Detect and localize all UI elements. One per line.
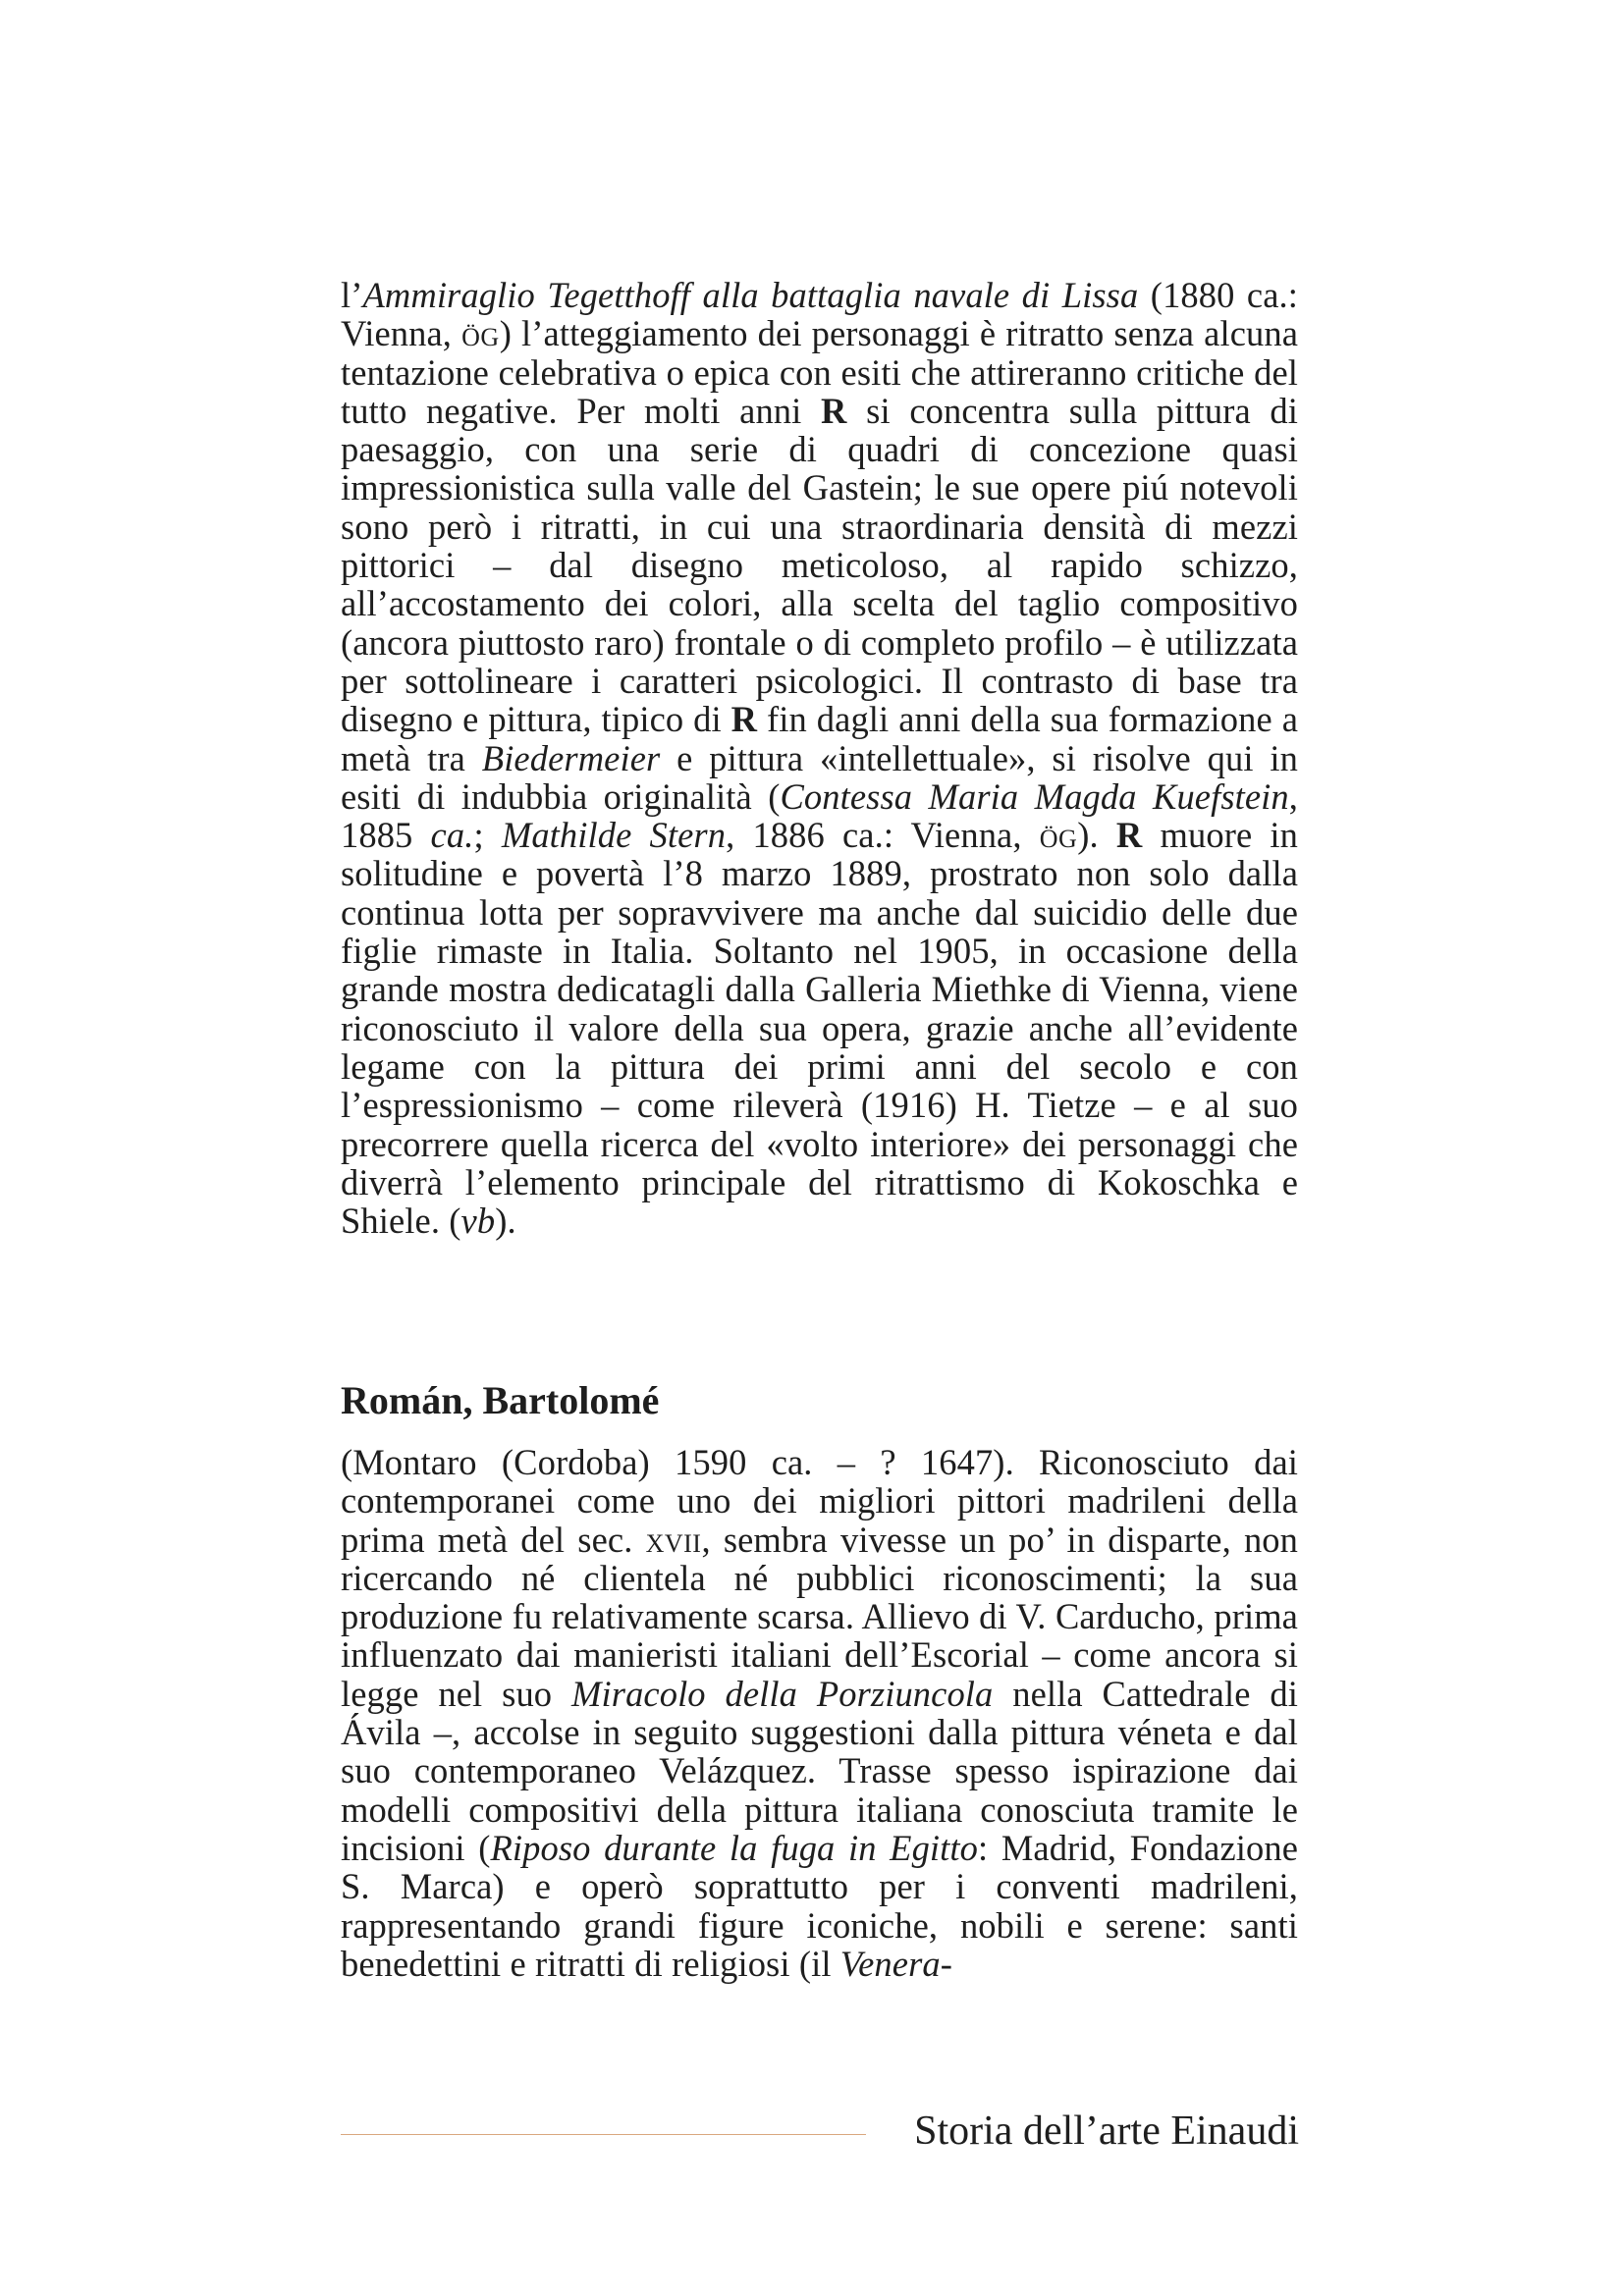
footer-title: Storia dell’arte Einaudi [914, 2109, 1299, 2154]
italic-run: Mathilde Stern [501, 815, 727, 856]
bold-run: R [1115, 815, 1143, 856]
bold-run: R [730, 699, 758, 740]
small-caps-run: xvii [645, 1519, 702, 1560]
text-run: ). [1077, 815, 1116, 856]
text-run: ). [495, 1201, 516, 1242]
text-run: fin dagli anni della sua formazione a metà tra [341, 699, 1298, 778]
text-run: , 1886 ca.: Vienna, [726, 815, 1040, 856]
entry-title: Román, Bartolomé [341, 1378, 660, 1422]
text-run: l’ [341, 275, 363, 315]
text-run: (Montaro (Cordoba) 1590 ca. – ? 1647). Riconosciuto dai contemporanei come uno dei migliori pittori madrileni della prima metà del sec. [341, 1442, 1298, 1560]
text-run: si concentra sulla pittura di paesaggio, con una serie di quadri di concezione quasi impressionistica sulla valle del Gastein; le sue opere piú notevoli sono però i ritratti, in cui una straordinaria densità di mezzi pittorici – dal disegno meticoloso, al rapido schizzo, all’accostamento dei colori, alla scelta del taglio compositivo (ancora piuttosto raro) frontale o di completo profilo – è utilizzata per sottolineare i caratteri psicologici. Il contrasto di base tra disegno e pittura, tipico di [341, 390, 1298, 740]
entry-body-text [341, 1443, 1298, 1983]
italic-run: ca. [430, 815, 474, 856]
italic-run: Biedermeier [481, 737, 661, 778]
bold-run: R [821, 390, 847, 431]
text-run: : Madrid, Fondazione S. Marca) e operò soprattutto per i conventi madrileni, rappresentando grandi figure iconiche, nobili e serene: santi benedettini e ritratti di religiosi (il [341, 1827, 1299, 1984]
small-caps-run: ög [461, 313, 500, 354]
small-caps-run: ög [1039, 815, 1078, 856]
entry-body-paragraph [341, 1443, 1298, 1983]
italic-run: Venera- [839, 1943, 952, 1984]
text-run: ) l’atteggiamento dei personaggi è ritratto senza alcuna tentazione celebrativa o epica con esiti che attireranno critiche del tutto negative. Per molti anni [341, 313, 1298, 431]
text-run: , sembra vivesse un po’ in disparte, non ricercando né clientela né pubblici riconoscimenti; la sua produzione fu relativamente scarsa. Allievo di V. Carducho, prima influenzato dai manieristi italiani dell’Escorial – come ancora si legge nel suo [341, 1519, 1298, 1714]
italic-run: Ammiraglio Tegetthoff alla battaglia navale di Lissa [362, 275, 1139, 315]
italic-run: vb [460, 1201, 496, 1242]
italic-run: Miracolo della Porziuncola [571, 1673, 994, 1714]
text-run: muore in solitudine e povertà l’8 marzo 1889, prostrato non solo dalla continua lotta per sopravvivere ma anche dal suicidio delle due figlie rimaste in Italia. Soltanto nel 1905, in occasione della grande mostra dedicatagli dalla Galleria Miethke di Vienna, viene riconosciuto il valore della sua opera, grazie anche all’evidente legame con la pittura dei primi anni del secolo e con l’espressionismo – come rileverà (1916) H. Tietze – e al suo precorrere quella ricerca del «volto interiore» dei personaggi che diverrà l’elemento principale del ritrattismo di Kokoschka e Shiele. ( [341, 815, 1298, 1242]
entry-continuation-text [341, 276, 1298, 1240]
entry-continuation-paragraph [341, 276, 1298, 1240]
text-run: nella Cattedrale di Ávila –, accolse in seguito suggestioni dalla pittura véneta e dal suo contemporaneo Velázquez. Trasse spesso ispirazione dai modelli compositivi della pittura italiana conosciuta tramite le incisioni ( [341, 1673, 1298, 1868]
italic-run: Riposo durante la fuga in Egitto [490, 1827, 978, 1868]
text-run: e pittura «intellettuale», si risolve qui in esiti di indubbia originalità ( [341, 737, 1298, 817]
text-run: (1880 ca.: Vienna, [341, 275, 1298, 354]
footer-rule [341, 2134, 866, 2135]
text-run: , 1885 [341, 775, 1299, 856]
italic-run: Contessa Maria Magda Kuefstein [780, 775, 1289, 817]
text-run: ; [473, 815, 502, 856]
